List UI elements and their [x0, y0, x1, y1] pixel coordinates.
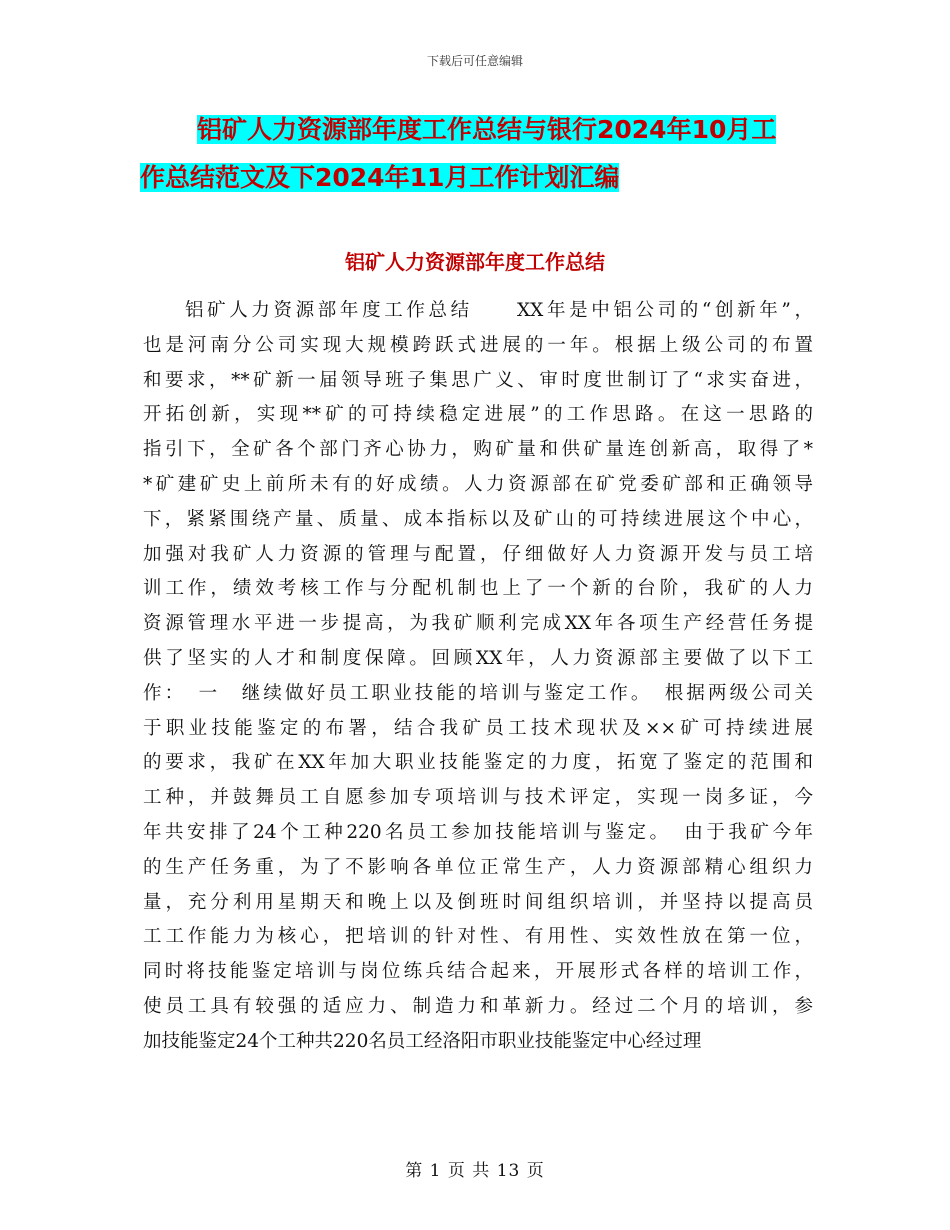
body-line: 加强对我矿人力资源的管理与配置，仔细做好人力资源开发与员工培 — [143, 543, 813, 565]
body-line: 开拓创新，实现**矿的可持续稳定进展”的工作思路。在这一思路的 — [143, 404, 813, 426]
document-title-line-1 — [140, 106, 820, 154]
body-line: 资源管理水平进一步提高，为我矿顺利完成XX年各项生产经营任务提 — [143, 613, 813, 635]
body-line: 于职业技能鉴定的布署，结合我矿员工技术现状及××矿可持续进展 — [143, 717, 813, 739]
body-line: 的要求，我矿在XX年加大职业技能鉴定的力度，拓宽了鉴定的范围和 — [143, 752, 813, 774]
body-line: 指引下，全矿各个部门齐心协力，购矿量和供矿量连创新高，取得了* — [143, 439, 813, 461]
body-paragraph — [143, 294, 813, 1060]
body-line: 量，充分利用星期天和晚上以及倒班时间组织培训，并坚持以提高员 — [143, 891, 813, 913]
body-line: 同时将技能鉴定培训与岗位练兵结合起来，开展形式各样的培训工作， — [143, 961, 813, 983]
body-line: 工种，并鼓舞员工自愿参加专项培训与技术评定，实现一岗多证，今 — [143, 787, 813, 809]
page-number-footer: 第 1 页 共 13 页 — [405, 1161, 545, 1181]
page-header-note: 下载后可任意编辑 — [426, 54, 523, 68]
body-line: 和要求，**矿新一届领导班子集思广义、审时度世制订了“求实奋进， — [143, 369, 813, 391]
title-highlight-2: 作总结范文及下2024年11月工作计划汇编 — [140, 163, 620, 192]
document-title-line-2 — [140, 154, 820, 202]
section-heading: 铝矿人力资源部年度工作总结 — [345, 250, 605, 274]
body-line: 使员工具有较强的适应力、制造力和革新力。经过二个月的培训，参 — [143, 995, 813, 1017]
body-line: 年共安排了24个工种220名员工参加技能培训与鉴定。 由于我矿今年 — [143, 821, 813, 843]
document-title — [140, 106, 820, 202]
body-line: 加技能鉴定24个工种共220名员工经洛阳市职业技能鉴定中心经过理 — [143, 1030, 702, 1052]
body-line: 训工作，绩效考核工作与分配机制也上了一个新的台阶，我矿的人力 — [143, 578, 813, 600]
body-line: 的生产任务重，为了不影响各单位正常生产，人力资源部精心组织力 — [143, 856, 813, 878]
body-line: 下，紧紧围绕产量、质量、成本指标以及矿山的可持续进展这个中心， — [143, 508, 813, 530]
body-line: 铝矿人力资源部年度工作总结 XX年是中铝公司的“创新年”， — [185, 300, 813, 321]
body-line: 也是河南分公司实现大规模跨跃式进展的一年。根据上级公司的布置 — [143, 334, 813, 356]
title-highlight-1: 铝矿人力资源部年度工作总结与银行2024年10月工 — [197, 115, 777, 144]
body-line: *矿建矿史上前所未有的好成绩。人力资源部在矿党委矿部和正确领导 — [143, 473, 813, 495]
body-line: 作： 一 继续做好员工职业技能的培训与鉴定工作。 根据两级公司关 — [143, 682, 813, 704]
body-line: 工工作能力为核心，把培训的针对性、有用性、实效性放在第一位， — [143, 926, 813, 948]
body-line: 供了坚实的人才和制度保障。回顾XX年，人力资源部主要做了以下工 — [143, 647, 813, 669]
